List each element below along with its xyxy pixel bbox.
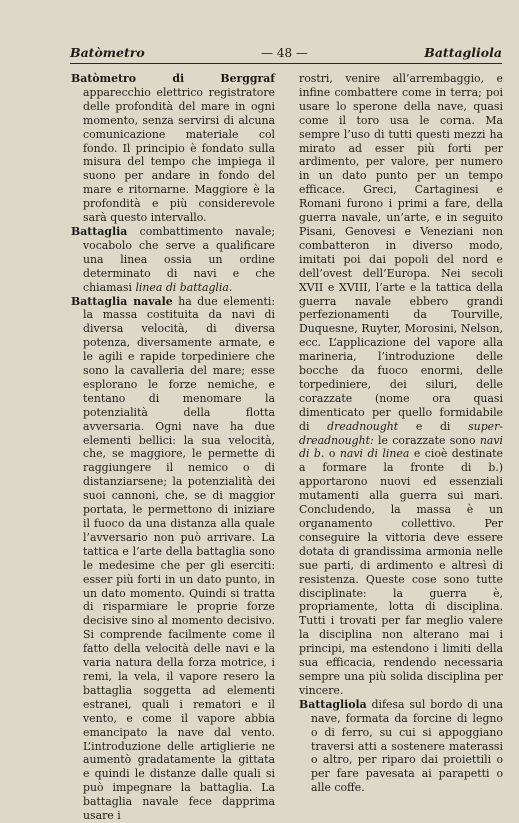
entry-italic: linea di battaglia. [135,280,233,294]
entry-italic: dreadnought [327,419,399,433]
entry-text: difesa sul bordo di una nave, formata da forcine di legno o di ferro, su cui si appoggiano traversi atti a sostenere materassi o altro, per riparo dai proiettili o per fare pavesata ai parapetti o alle coffe. [311,697,504,795]
entry-battagliola [299,698,503,795]
entry-text: ha due elementi: la massa costituita da navi di diversa velocità, di diversa potenza, diversamente armate, e le agili e rapide torpediniere che sono la cavalleria del mare; esse esplorano le forze nemiche, e tentano di menomare la potenzialità della flotta avversaria. Ogni nave ha due elementi bellici: la sua velocità, che, se maggiore, le permette di raggiungere il nemico o di distanziarsene; la potenzialità dei suoi cannoni, che, se di maggior portata, le permettono di iniziare il fuoco da una distanza alla quale l’avversario non può arrivare. La tattica e l’arte della battaglia sono le medesime che per gli eserciti: esser più forti in un dato punto, in un dato momento. Quindi si tratta di risparmiare le proprie forze decisive sino al momento decisivo. Si comprende facilmente come il fatto della velocità delle navi e la varia natura della forza motrice, i remi, la vela, il vapore resero la battaglia soggetta ad elementi estranei, quali i rematori e il vento, e come il vapore abbia emancipato la nave dal vento. L’introduzione delle artiglierie ne aumentò gradatamente la gittata e quindi le distanze dalle quali si può impegnare la battaglia. La battaglia navale fece dapprima usare i [83,294,275,823]
header-rule [70,63,502,64]
entry-text: le corazzate sono [378,433,476,447]
entry-term: Battaglia [71,224,128,238]
right-column [299,72,503,795]
entry-italic: super-dreadnought: [299,419,503,447]
entry-text: apparecchio elettrico registratore delle profondità del mare in ogni momento, senza servirsi di alcuna comunicazione materiale col fondo. Il principio è fondato sulla misura del tempo che impiega il suono per andare in fondo del mare e ritornarne. Maggiore è la profondità e più considerevole sarà questo intervallo. [83,85,275,225]
entry-battaglia-navale [71,295,275,823]
page-number: — 48 — [261,46,308,60]
entry-term: Battaglia navale [71,294,173,308]
entry-text: combattimento navale; vocabolo che serve a qualificare una linea ossia un ordine determinato di navi e che chiamasi [83,224,275,294]
entry-batometro [71,72,275,225]
entry-term: Battagliola [299,697,367,711]
entry-italic: navi di linea [339,447,410,461]
header-right-word: Battagliola [424,45,502,60]
entry-term: Batòmetro di Berggraf [71,72,275,85]
running-header [70,45,502,60]
entry-text: o [328,447,336,461]
entry-text: e di [415,419,451,433]
header-left-word: Batòmetro [70,45,145,60]
entry-battaglia [71,225,275,295]
entry-text: e cioè destinate a formare la fronte di b.) apportarono nuovi ed essenziali mutamenti alla guerra sui mari. Concludendo, la massa è un organamento collettivo. Per conseguire la vittoria deve essere dotata di grandissima armonia nelle sue parti, di ardimento e altresì di resistenza. Queste cose sono tutte disciplinate: la guerra è, propriamente, lotta di disciplina. Tutti i trovati per far meglio valere la disciplina non alterano mai i principi, ma estendono i limiti della sua efficacia, rendendo necessaria sempre una più solida disciplina per vincere. [299,447,504,697]
entry-text: rostri, venire all’arrembaggio, e infine combattere come in terra; poi usare lo sperone della nave, quasi come il toro usa le corna. Ma sempre l’uso di tutti questi mezzi ha mirato ad esser più forti per ardimento, per valore, per numero in un dato punto per un tempo efficace. Greci, Cartaginesi e Romani furono i primi a fare, della guerra navale, un’arte, e in seguito Pisani, Genovesi e Veneziani non combatteron in diverso modo, imitati poi dai popoli del nord e dell’ovest dell’Europa. Nei secoli XVII e XVIII, l’arte e la tattica della guerra navale ebbero grandi perfezionamenti da Tourville, Duquesne, Ruyter, Morosini, Nelson, ecc. L’applicazione del vapore alla marineria, l’introduzione delle bocche da fuoco enormi, delle torpediniere, dei siluri, delle corazzate (nome ora quasi dimenticato per quello formidabile di [299,72,503,433]
entry-italic: navi di b. [299,433,504,461]
entry-battaglia-navale-continued [299,72,503,698]
left-column [71,72,275,823]
